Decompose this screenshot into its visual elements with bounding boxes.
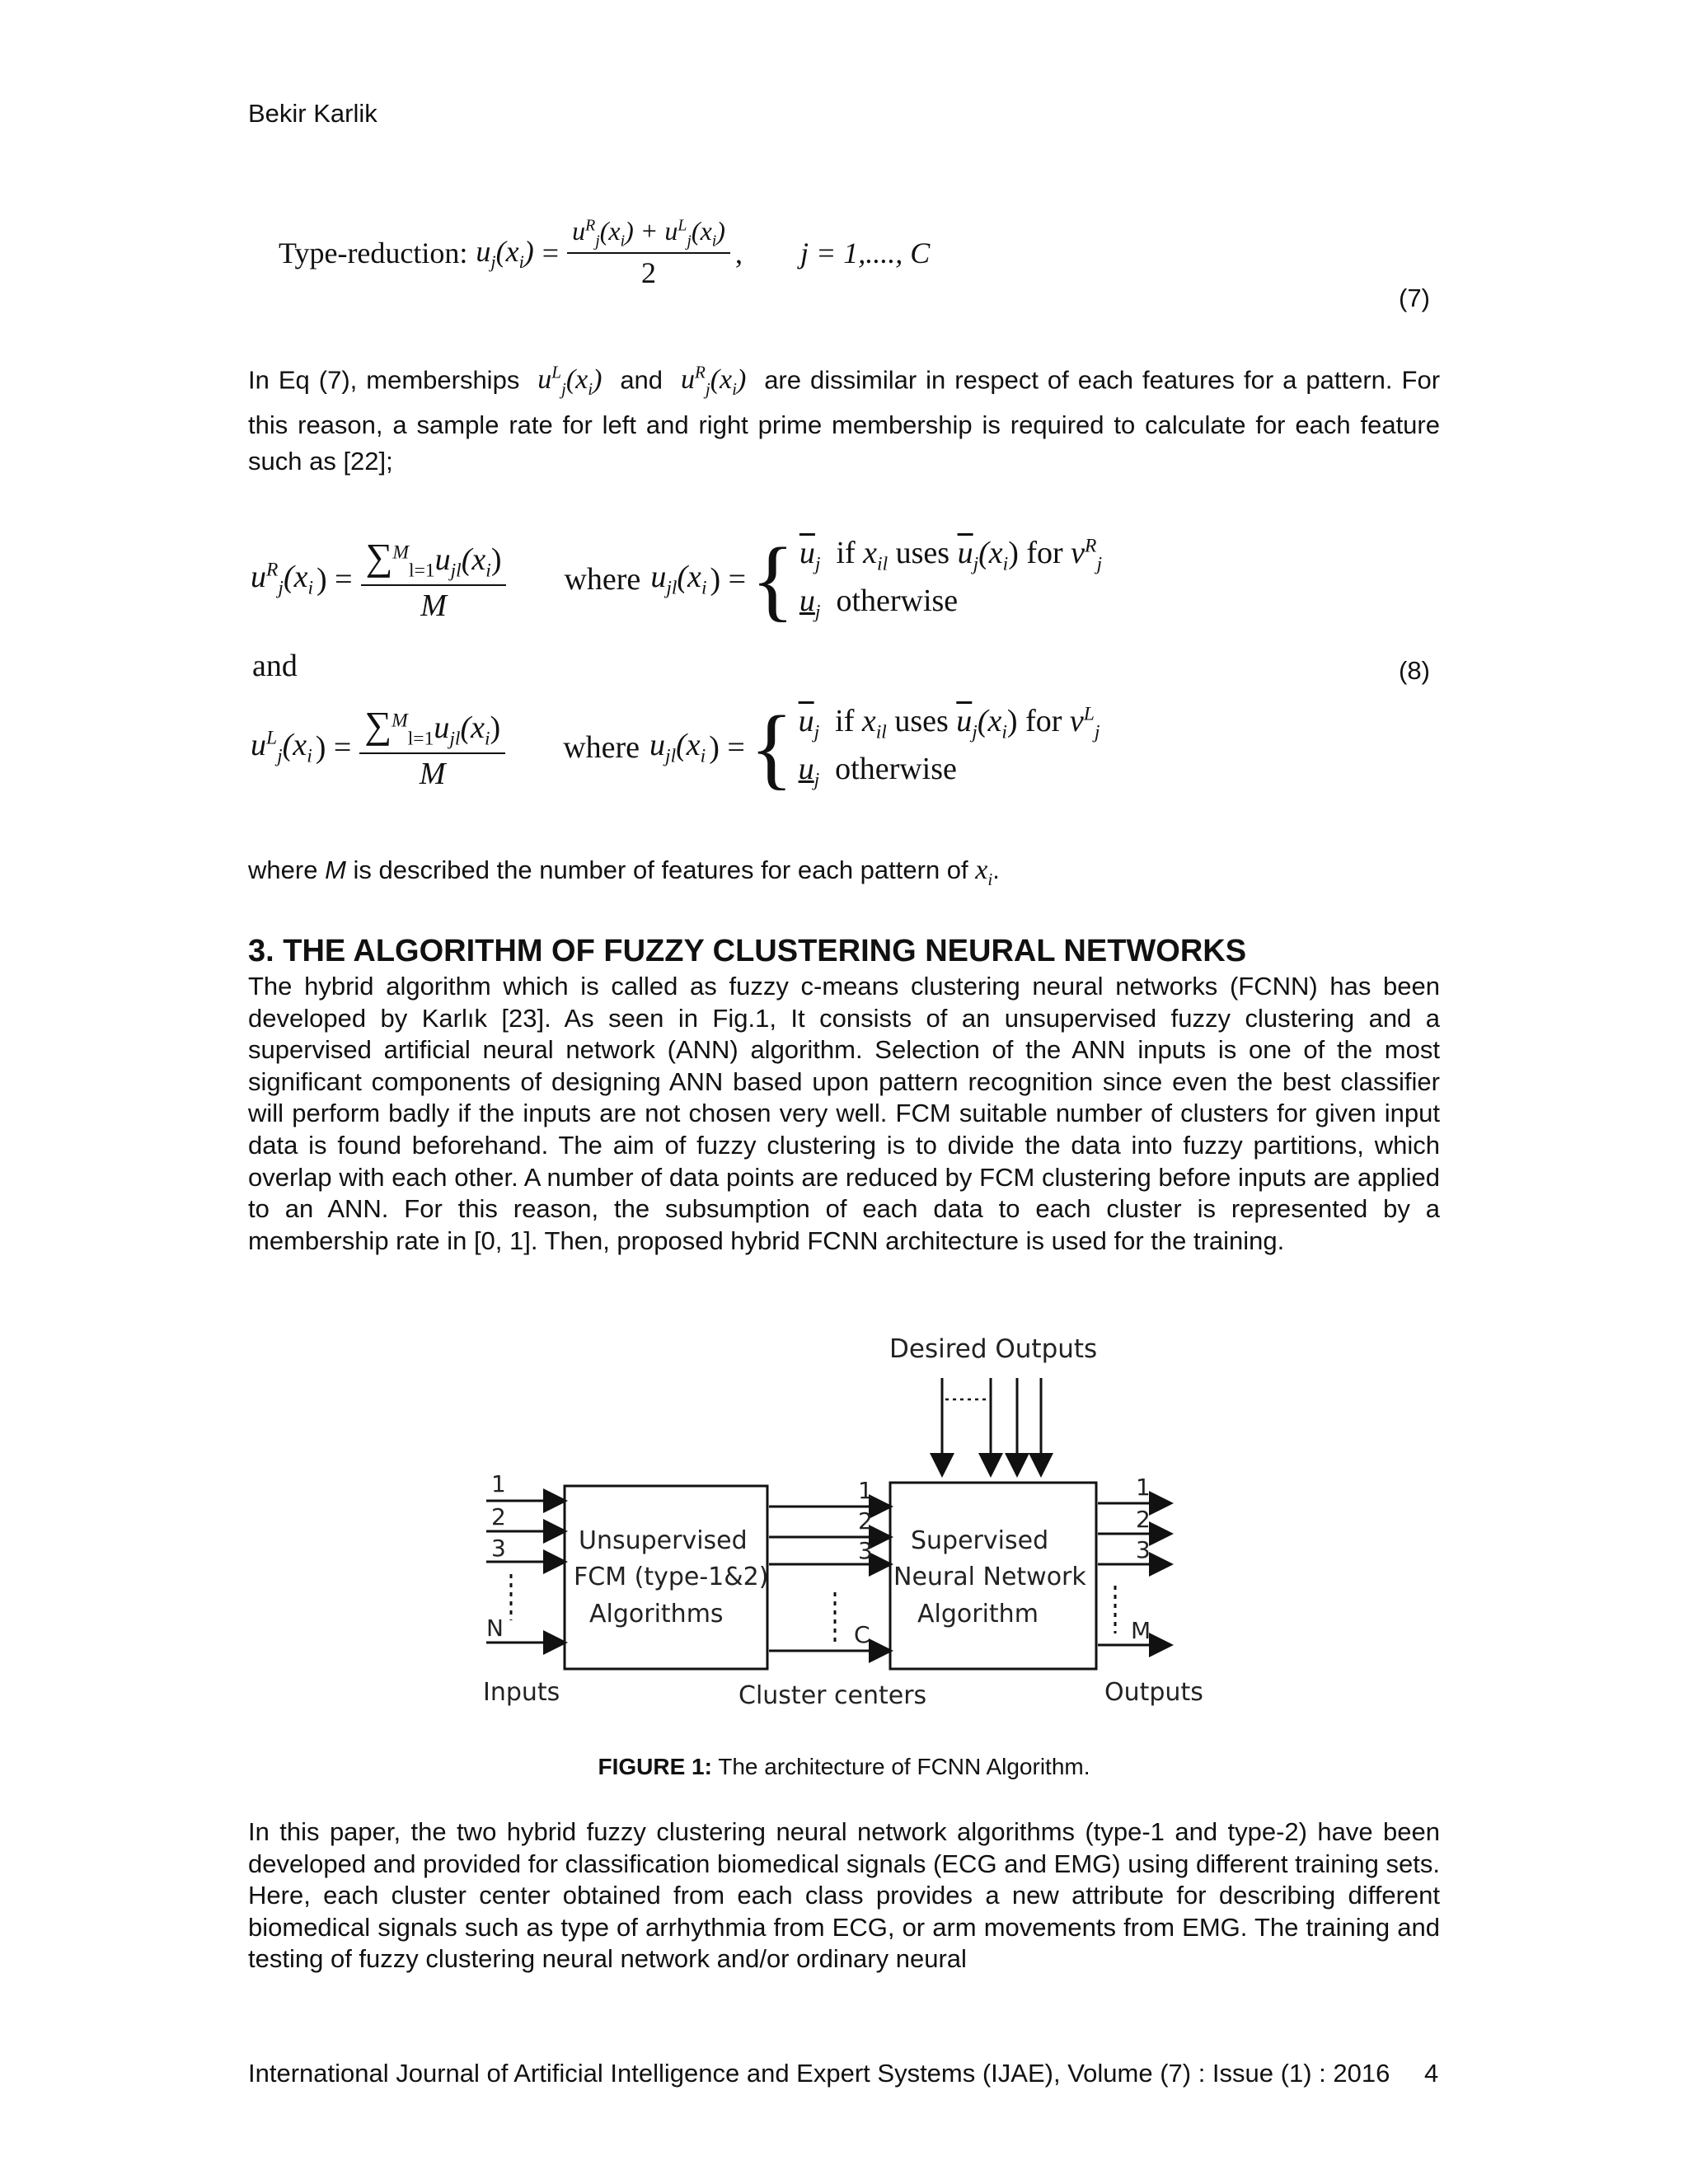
input-label-3: 3: [491, 1535, 506, 1562]
box2-line3: Algorithm: [917, 1600, 1039, 1629]
cluster-label-1: 1: [858, 1477, 873, 1504]
equation-7-number: (7): [1399, 284, 1430, 312]
paragraph-this-paper: In this paper, the two hybrid fuzzy clustering neural network algorithms (type-1 and type-2) have been developed and provided for classification biomedical signals (ECG and EMG) using different training sets. Here, each cluster center obtained from each class provides a new attribute for describing different biomedical signals such as type of arrhythmia from ECG, or arm movements from EMG. The training and testing of fuzzy clustering neural network and/or ordinary neural: [248, 1817, 1440, 1974]
eq8R-fraction: $\frac{\sum^M_{l=1}u_{jl}(x_i)}{M}$: [361, 535, 507, 624]
equation-8-left: $u^L_j(x_i$ ) = $\frac{\sum^M_{l=1}u_{jl}(x_i)}{M}$ where $u_{jl}(x_i$ ) = { $\overline{u}_j$ if $x_{il}$ uses $\overline{u}_j(x_i)$ for $v^L_j$ $u_j$ otherwise: [251, 697, 1100, 798]
brace: {: [749, 697, 794, 798]
symbol-uR: $u^R_j(x_i)$: [680, 363, 747, 400]
equation-7: Type-reduction: $u_j(x_i)$ = $\frac{u^R_j(x_i) + u^L_j(x_i)}{2}$ , j = 1,...., C: [279, 216, 931, 290]
desired-outputs-label: Desired Outputs: [889, 1334, 1098, 1364]
output-label-2: 2: [1136, 1506, 1151, 1533]
eq7-fraction: $\frac{u^R_j(x_i) + u^L_j(x_i)}{2}$: [567, 216, 730, 290]
figure-caption-text: The architecture of FCNN Algorithm.: [718, 1754, 1090, 1779]
eq7-label: Type-reduction:: [279, 237, 468, 270]
box2-line2: Neural Network: [893, 1563, 1086, 1591]
eq8L-fraction: $\frac{\sum^M_{l=1}u_{jl}(x_i)}{M}$: [359, 703, 505, 792]
box1-line2: FCM (type-1&2): [574, 1563, 769, 1591]
inputs-label: Inputs: [483, 1678, 560, 1707]
equation-8-number: (8): [1399, 656, 1430, 685]
output-label-1: 1: [1136, 1474, 1151, 1501]
footer-journal: International Journal of Artificial Intelligence and Expert Systems (IJAE), Volume (7) : Issue (1) : 2016: [248, 2059, 1390, 2088]
cluster-label-C: C: [854, 1621, 870, 1648]
paragraph-where-M: where M is described the number of features for each pattern of $x_i$.: [248, 855, 1000, 889]
brace: {: [751, 529, 795, 630]
cluster-centers-label: Cluster centers: [738, 1681, 927, 1710]
cluster-label-3: 3: [858, 1537, 873, 1564]
outputs-label: Outputs: [1104, 1678, 1203, 1707]
figure-fcnn-architecture: [462, 1327, 1236, 1727]
paragraph-fcnn-description: The hybrid algorithm which is called as fuzzy c-means clustering neural networks (FCNN) has been developed by Karlık [23]. As seen in Fig.1, It consists of an unsupervised fuzzy clustering and a supervised artificial neural network (ANN) algorithm. Selection of the ANN inputs is one of the most significant components of designing ANN based upon pattern recognition since even the best classifier will perform badly if the inputs are not chosen very well. FCM suitable number of clusters for given input data is found beforehand. The aim of fuzzy clustering is to divide the data into fuzzy partitions, which overlap with each other. A number of data points are reduced by FCM clustering before inputs are applied to an ANN. For this reason, the subsumption of each data to each cluster is represented by a membership rate in [0, 1]. Then, proposed hybrid FCNN architecture is used for the training.: [248, 972, 1440, 1255]
symbol-uL: $u^L_j(x_i)$: [537, 363, 603, 400]
box2-line1: Supervised: [911, 1526, 1049, 1555]
input-label-1: 1: [491, 1470, 506, 1497]
output-label-M: M: [1131, 1617, 1151, 1644]
cluster-label-2: 2: [858, 1507, 873, 1535]
box1-line3: Algorithms: [589, 1600, 724, 1629]
figure-caption: [0, 1754, 1688, 1780]
running-header-author: Bekir Karlik: [248, 99, 377, 128]
figure-caption-label: FIGURE 1:: [598, 1754, 712, 1779]
section-heading: 3. THE ALGORITHM OF FUZZY CLUSTERING NEURAL NETWORKS: [248, 934, 1247, 968]
and-word: and: [252, 649, 298, 683]
eq7-range: j = 1,...., C: [799, 237, 931, 270]
input-label-2: 2: [491, 1503, 506, 1530]
equation-8-right: $u^R_j(x_i$ ) = $\frac{\sum^M_{l=1}u_{jl}(x_i)}{M}$ where $u_{jl}(x_i$ ) = { $\overline{u}_j$ if $x_{il}$ uses $\overline{u}_j(x_i)$ for $v^R_j$ $u_j$ otherwise: [251, 529, 1102, 630]
output-label-3: 3: [1136, 1536, 1151, 1563]
paragraph-memberships: In Eq (7), memberships $u^L_j(x_i)$ and $u^R_j(x_i)$ are dissimilar in respect of each features for a pattern. For this reason, a sample rate for left and right prime membership is required to calculate for each feature such as [22];: [248, 363, 1441, 476]
input-label-N: N: [486, 1615, 504, 1642]
box1-line1: Unsupervised: [579, 1526, 748, 1555]
footer-page-number: 4: [1424, 2059, 1439, 2088]
